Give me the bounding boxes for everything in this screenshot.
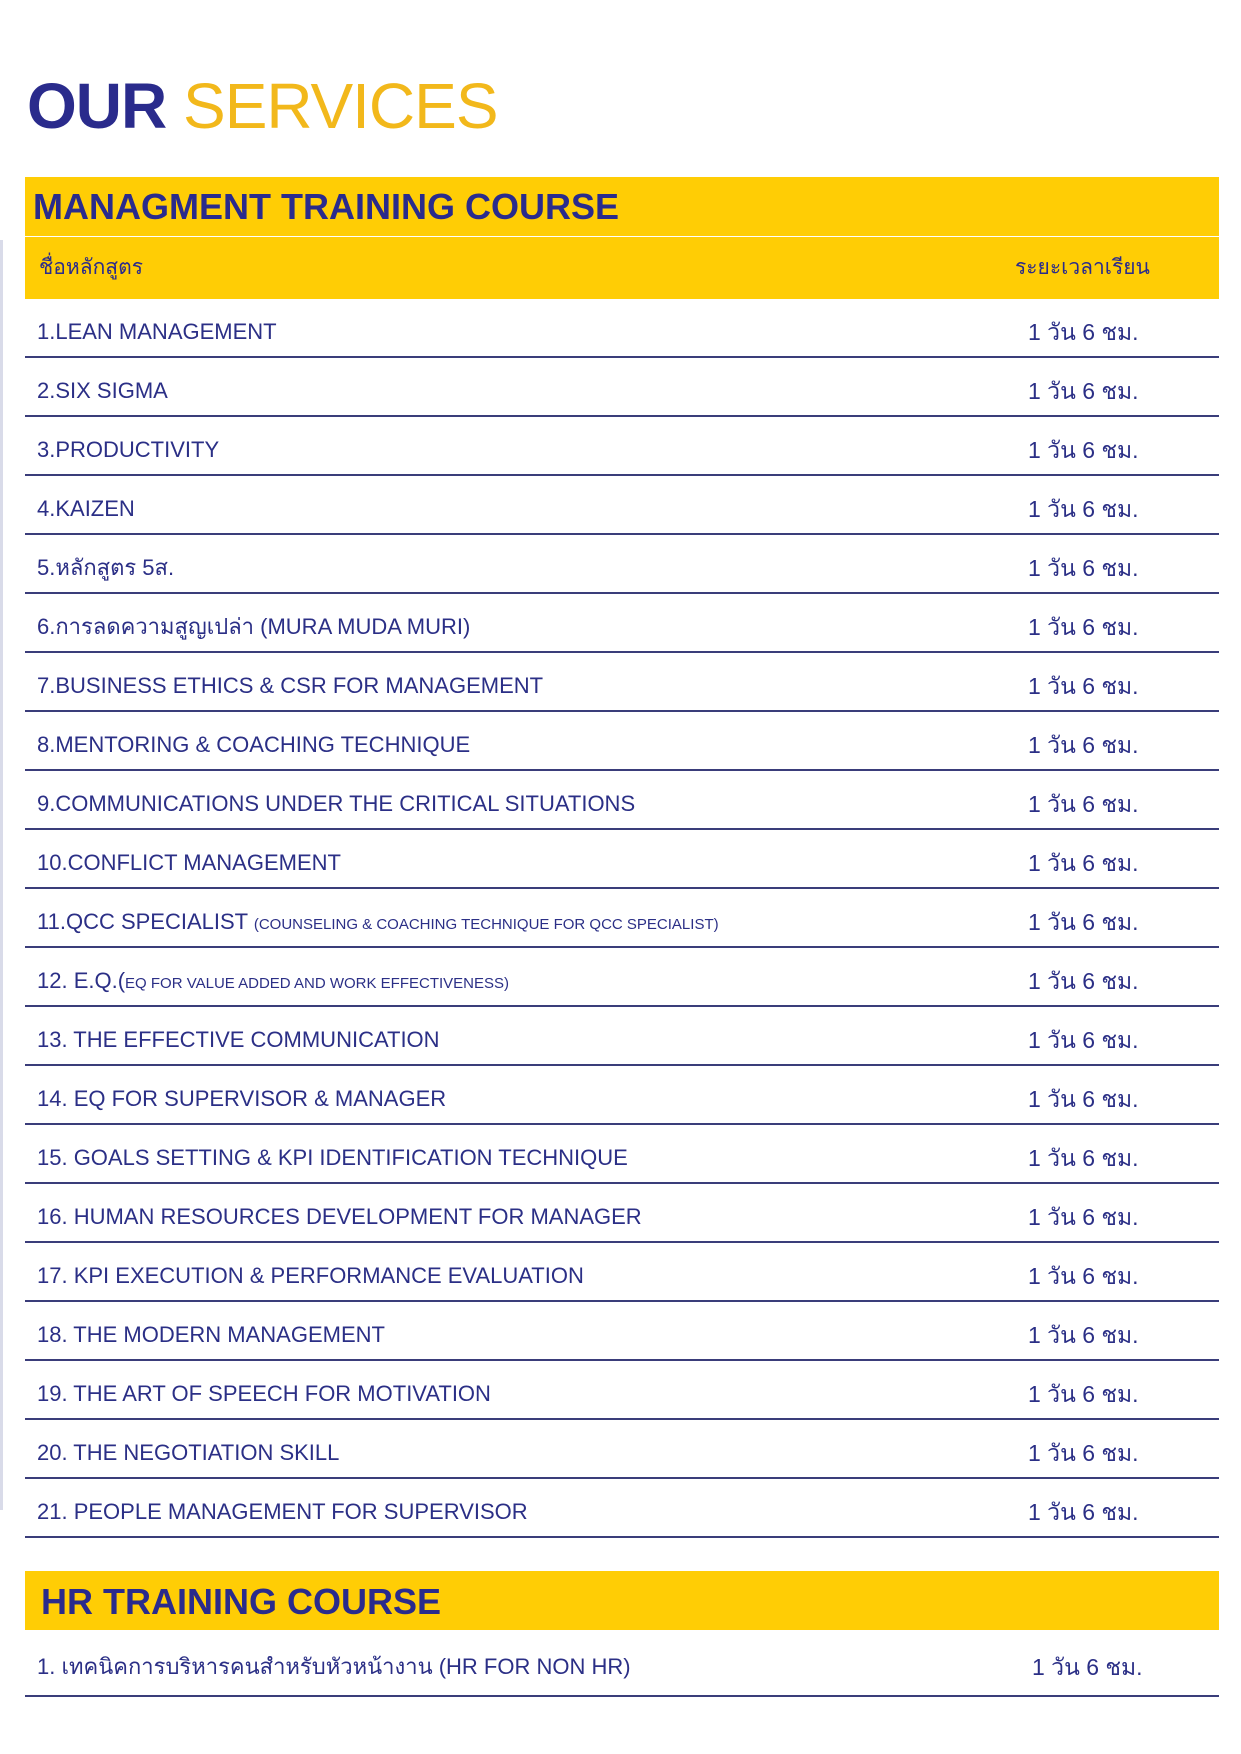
course-duration: 1 วัน 6 ชม. — [1028, 1204, 1139, 1230]
table-row — [25, 1125, 1219, 1184]
management-section-heading: MANAGMENT TRAINING COURSE — [25, 177, 1219, 236]
course-name-text: 21. PEOPLE MANAGEMENT FOR SUPERVISOR — [37, 1499, 528, 1524]
course-name — [37, 1639, 631, 1695]
course-name-text: 4.KAIZEN — [37, 496, 135, 521]
table-row — [25, 1007, 1219, 1066]
course-name-text: 13. THE EFFECTIVE COMMUNICATION — [37, 1027, 440, 1052]
table-row — [25, 830, 1219, 889]
course-duration: 1 วัน 6 ชม. — [1032, 1654, 1143, 1680]
hr-section-heading: HR TRAINING COURSE — [25, 1571, 1219, 1630]
table-row — [25, 653, 1219, 712]
left-margin-rule — [0, 240, 3, 1510]
course-name-text: 17. KPI EXECUTION & PERFORMANCE EVALUATION — [37, 1263, 584, 1288]
course-duration: 1 วัน 6 ชม. — [1028, 968, 1139, 994]
table-row — [25, 358, 1219, 417]
page-title — [27, 66, 498, 146]
course-name-text: 14. EQ FOR SUPERVISOR & MANAGER — [37, 1086, 447, 1111]
course-name-text: 2.SIX SIGMA — [37, 378, 168, 403]
course-duration: 1 วัน 6 ชม. — [1028, 319, 1139, 345]
course-name-text: 10.CONFLICT MANAGEMENT — [37, 850, 341, 875]
table-row — [25, 476, 1219, 535]
course-name-text: 9.COMMUNICATIONS UNDER THE CRITICAL SITUATIONS — [37, 791, 636, 816]
course-duration: 1 วัน 6 ชม. — [1028, 1145, 1139, 1171]
management-course-list — [25, 299, 1219, 1538]
course-duration: 1 วัน 6 ชม. — [1028, 1086, 1139, 1112]
table-row — [25, 948, 1219, 1007]
table-row — [25, 417, 1219, 476]
table-row — [25, 299, 1219, 358]
table-row — [25, 1066, 1219, 1125]
hr-course-list — [25, 1639, 1219, 1697]
table-row — [25, 889, 1219, 948]
course-name-text: 1. เทคนิคการบริหารคนสำหรับหัวหน้างาน (HR FOR NON HR) — [37, 1654, 631, 1679]
course-name-text: 5.หลักสูตร 5ส. — [37, 555, 175, 580]
course-duration: 1 วัน 6 ชม. — [1028, 1381, 1139, 1407]
course-duration: 1 วัน 6 ชม. — [1028, 1499, 1139, 1525]
course-note: (COUNSELING & COACHING TECHNIQUE FOR QCC SPECIALIST) — [253, 916, 719, 933]
table-row — [25, 535, 1219, 594]
column-header-duration: ระยะเวลาเรียน — [1015, 256, 1150, 279]
course-name-text: 11.QCC SPECIALIST — [37, 909, 254, 934]
course-name-text: 19. THE ART OF SPEECH FOR MOTIVATION — [37, 1381, 491, 1406]
table-row — [25, 1420, 1219, 1479]
column-header-course-name: ชื่อหลักสูตร — [39, 256, 144, 279]
table-row — [25, 1639, 1219, 1697]
course-name-text: 1.LEAN MANAGEMENT — [37, 319, 277, 344]
course-duration: 1 วัน 6 ชม. — [1028, 614, 1139, 640]
course-duration: 1 วัน 6 ชม. — [1028, 1322, 1139, 1348]
table-row — [25, 1184, 1219, 1243]
course-name-text: 7.BUSINESS ETHICS & CSR FOR MANAGEMENT — [37, 673, 544, 698]
table-row — [25, 1302, 1219, 1361]
course-name-text: 6.การลดความสูญเปล่า (MURA MUDA MURI) — [37, 614, 471, 639]
table-row — [25, 1243, 1219, 1302]
table-row — [25, 594, 1219, 653]
course-duration: 1 วัน 6 ชม. — [1028, 909, 1139, 935]
course-duration: 1 วัน 6 ชม. — [1028, 496, 1139, 522]
course-duration: 1 วัน 6 ชม. — [1028, 555, 1139, 581]
course-name-text: 20. THE NEGOTIATION SKILL — [37, 1440, 340, 1465]
course-name — [37, 1479, 528, 1548]
course-note: EQ FOR VALUE ADDED AND WORK EFFECTIVENESS) — [125, 975, 509, 992]
page-title-services: SERVICES — [183, 70, 498, 142]
page-title-our: OUR — [27, 70, 167, 142]
course-name-text: 3.PRODUCTIVITY — [37, 437, 220, 462]
course-duration: 1 วัน 6 ชม. — [1028, 1440, 1139, 1466]
table-row — [25, 1361, 1219, 1420]
course-name-text: 12. E.Q.( — [37, 968, 126, 993]
course-duration: 1 วัน 6 ชม. — [1028, 850, 1139, 876]
course-duration: 1 วัน 6 ชม. — [1028, 1027, 1139, 1053]
course-duration: 1 วัน 6 ชม. — [1028, 437, 1139, 463]
table-row — [25, 771, 1219, 830]
table-header — [25, 237, 1219, 299]
course-duration: 1 วัน 6 ชม. — [1028, 378, 1139, 404]
course-name-text: 16. HUMAN RESOURCES DEVELOPMENT FOR MANAGER — [37, 1204, 642, 1229]
table-row — [25, 1479, 1219, 1538]
course-name-text: 8.MENTORING & COACHING TECHNIQUE — [37, 732, 471, 757]
course-name-text: 15. GOALS SETTING & KPI IDENTIFICATION TECHNIQUE — [37, 1145, 628, 1170]
course-duration: 1 วัน 6 ชม. — [1028, 732, 1139, 758]
course-duration: 1 วัน 6 ชม. — [1028, 1263, 1139, 1289]
course-duration: 1 วัน 6 ชม. — [1028, 673, 1139, 699]
table-row — [25, 712, 1219, 771]
course-name-text: 18. THE MODERN MANAGEMENT — [37, 1322, 385, 1347]
course-duration: 1 วัน 6 ชม. — [1028, 791, 1139, 817]
